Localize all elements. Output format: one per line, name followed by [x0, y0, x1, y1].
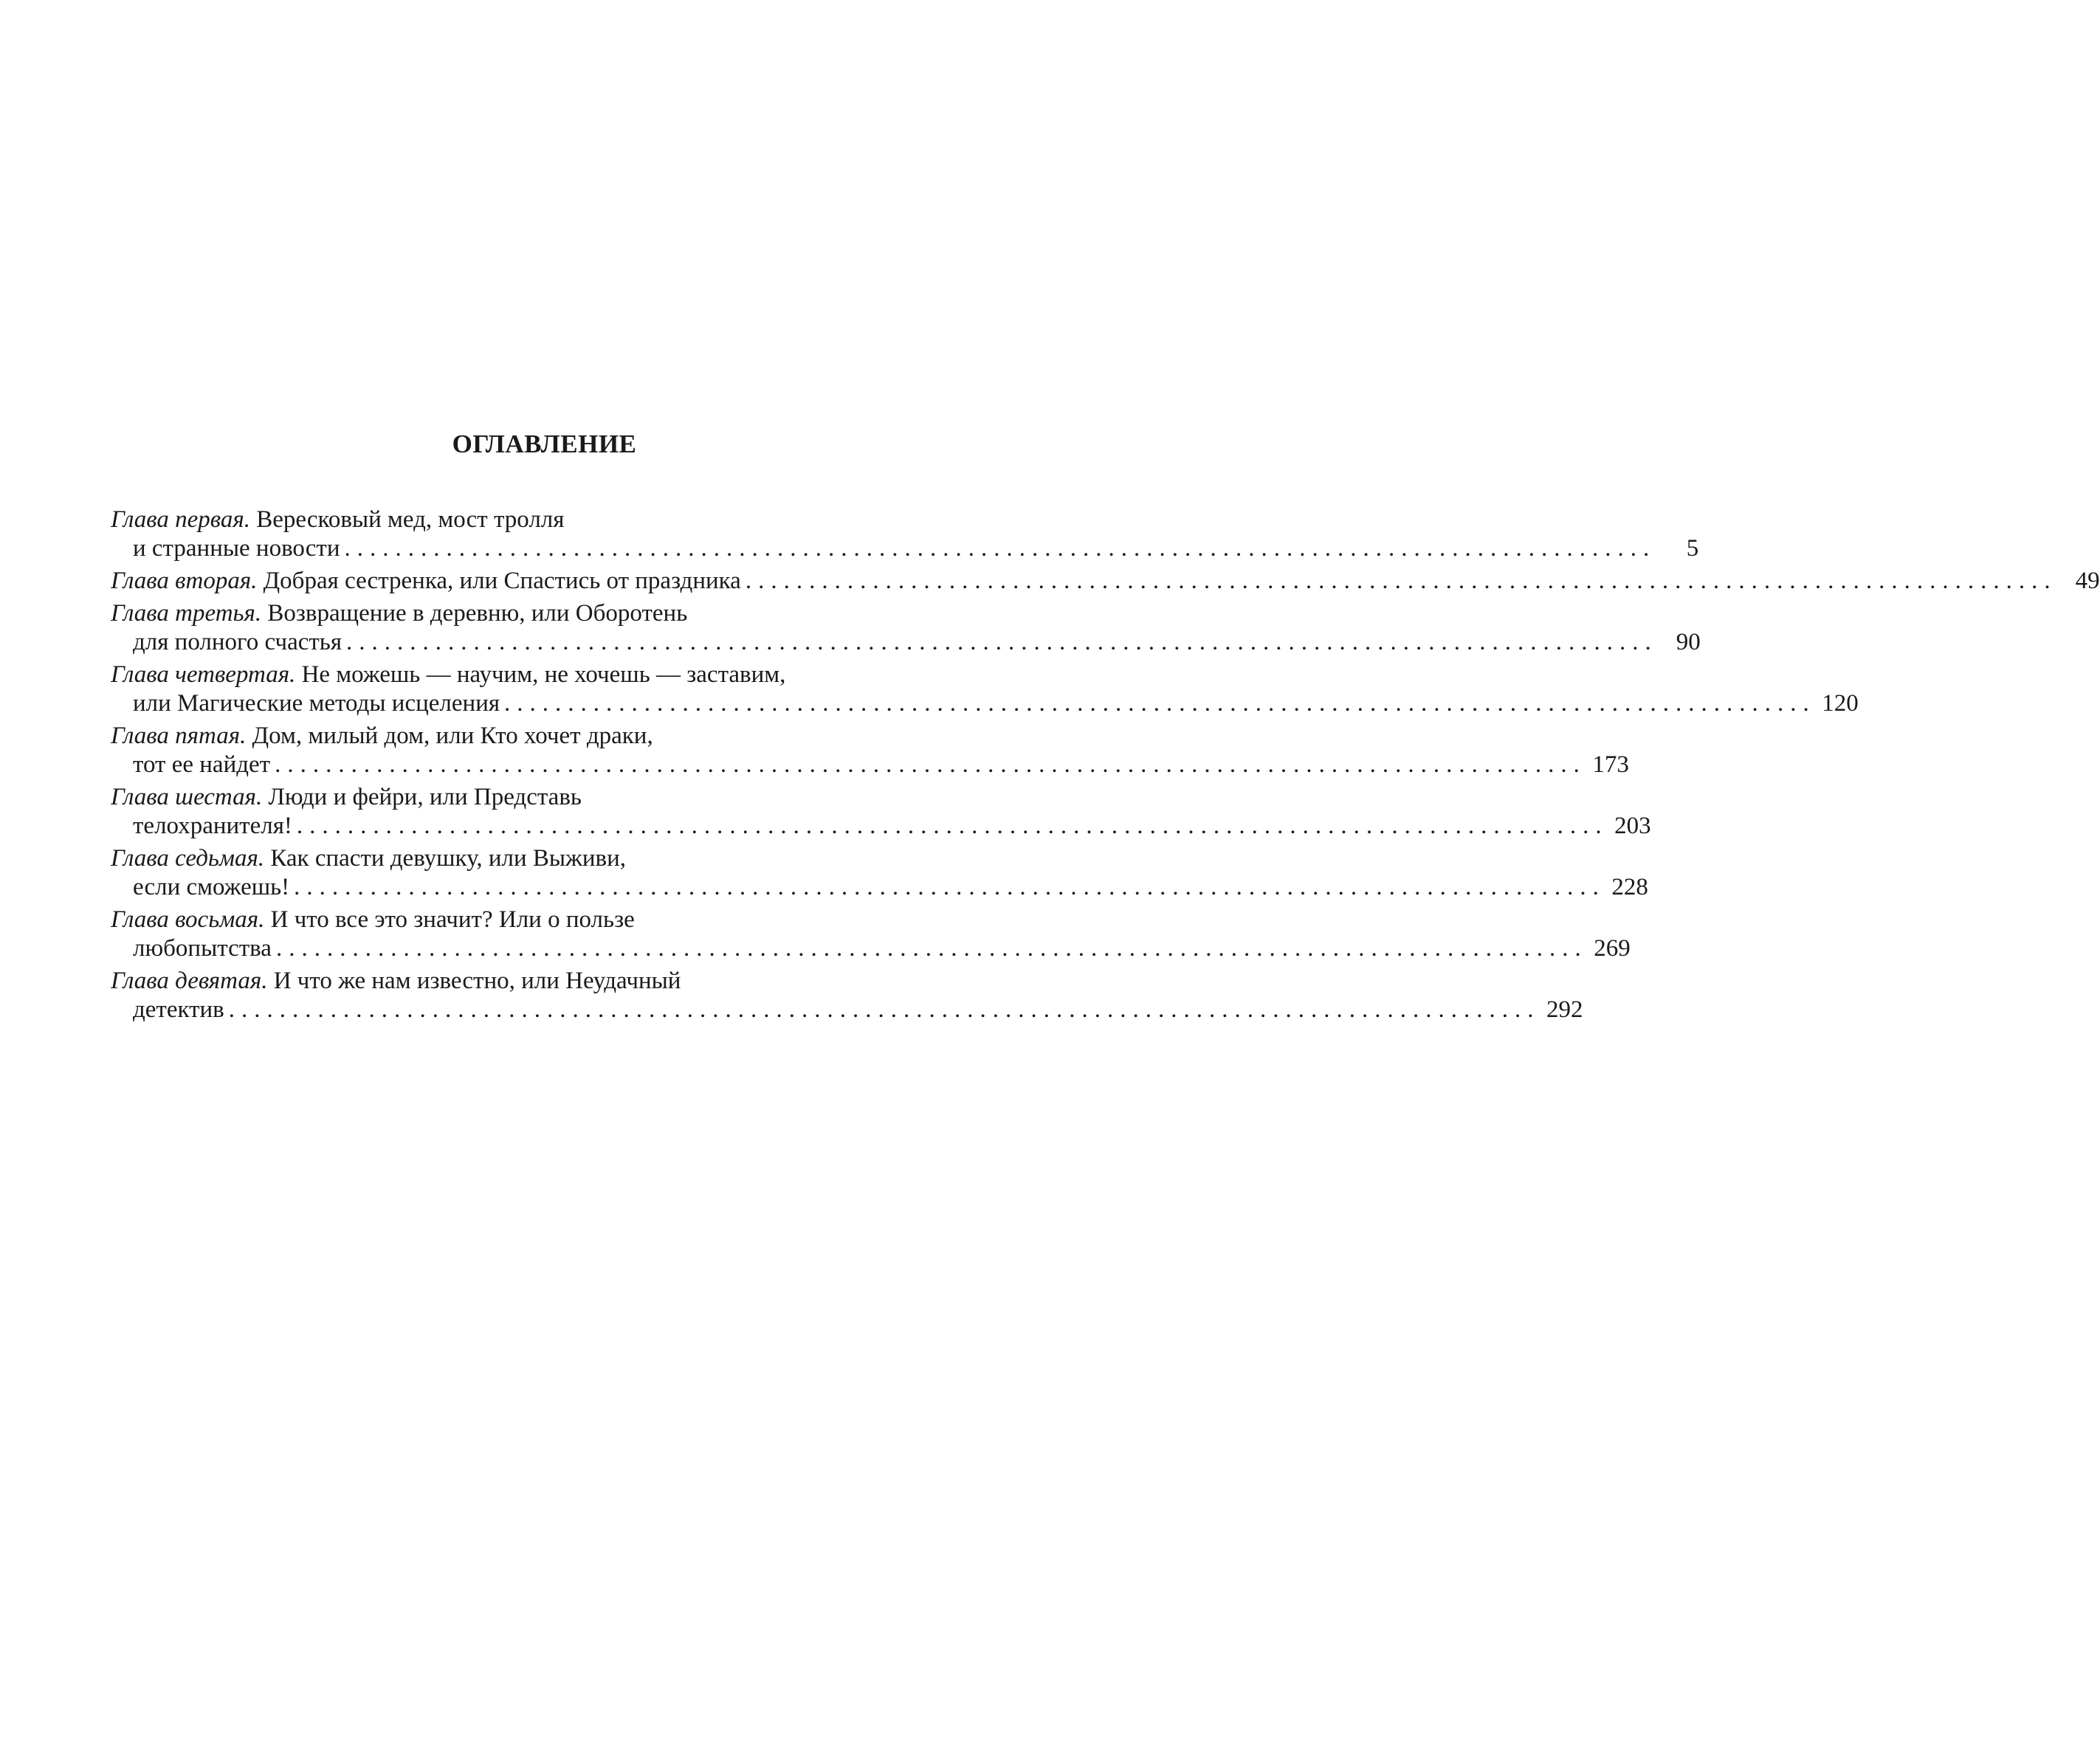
chapter-title: Не можешь — научим, не хочешь — заставим, [301, 661, 786, 688]
chapter-title: Добрая сестренка, или Спастись от праздника [263, 568, 741, 594]
toc-entry-lead [111, 934, 1631, 963]
table-of-contents [111, 506, 2100, 1028]
page-number: 269 [1594, 935, 1631, 962]
chapter-title-continued: или Магические методы исцеления [133, 690, 500, 717]
toc-entry-7 [111, 844, 1648, 902]
dot-leader: ....................................................................................................... [228, 996, 1540, 1023]
chapter-number: Глава восьмая. [111, 906, 265, 933]
chapter-title-continued: и странные новости [133, 535, 340, 562]
chapter-number: Глава четвертая. [111, 661, 296, 688]
chapter-title-continued: для полного счастья [133, 629, 342, 655]
toc-entry-5 [111, 722, 1629, 779]
chapter-title-continued: любопытства [133, 935, 272, 962]
dot-leader: ....................................................................................................... [346, 629, 1658, 655]
toc-entry-1 [111, 506, 1699, 563]
chapter-title: Люди и фейри, или Представь [268, 784, 582, 810]
chapter-title: И что же нам известно, или Неудачный [273, 968, 681, 994]
chapter-number: Глава третья. [111, 600, 262, 627]
toc-entry-title [111, 844, 996, 873]
chapter-title: Возвращение в деревню, или Оборотень [267, 600, 688, 627]
toc-entry-lead [111, 534, 1699, 563]
chapter-title: Вересковый мед, мост тролля [256, 506, 565, 533]
toc-entry-title [111, 783, 996, 812]
page-number: 173 [1592, 751, 1629, 778]
page-number: 203 [1614, 813, 1651, 839]
toc-entry-2 [111, 567, 2100, 596]
dot-leader: ....................................................................................................... [504, 690, 1816, 717]
chapter-title-continued: тот ее найдет [133, 751, 271, 778]
toc-entry-title [111, 661, 996, 689]
toc-entry-lead [111, 689, 1859, 718]
toc-entry-3 [111, 599, 1701, 657]
toc-entry-title [111, 567, 741, 596]
chapter-title: И что все это значит? Или о пользе [270, 906, 635, 933]
toc-entry-lead [111, 567, 2100, 596]
page-number: 90 [1676, 629, 1701, 655]
dot-leader: ....................................................................................................... [344, 535, 1656, 562]
chapter-title-continued: телохранителя! [133, 813, 292, 839]
chapter-title-continued: детектив [133, 996, 224, 1023]
toc-entry-lead [111, 996, 1583, 1024]
chapter-title: Как спасти девушку, или Выживи, [270, 845, 626, 872]
toc-entry-4 [111, 661, 1859, 718]
page-number: 49 [2075, 568, 2100, 594]
dot-leader: ....................................................................................................... [296, 813, 1608, 839]
page-number: 5 [1686, 535, 1699, 562]
toc-entry-title [111, 722, 996, 751]
page-title: ОГЛАВЛЕНИЕ [452, 430, 637, 458]
chapter-title: Дом, милый дом, или Кто хочет драки, [252, 723, 653, 749]
chapter-number: Глава пятая. [111, 723, 247, 749]
dot-leader: ....................................................................................................... [275, 935, 1588, 962]
toc-entry-title [111, 506, 996, 534]
chapter-number: Глава вторая. [111, 568, 258, 594]
toc-entry-9 [111, 967, 1583, 1024]
chapter-title-continued: если сможешь! [133, 874, 290, 900]
page-number: 292 [1546, 996, 1583, 1023]
dot-leader: ....................................................................................................... [294, 874, 1605, 900]
toc-entry-title [111, 906, 996, 934]
dot-leader: ....................................................................................................... [275, 751, 1586, 778]
page-number: 120 [1822, 690, 1859, 717]
chapter-number: Глава шестая. [111, 784, 263, 810]
chapter-number: Глава девятая. [111, 968, 268, 994]
toc-entry-lead [111, 751, 1629, 779]
page-number: 228 [1611, 874, 1648, 900]
chapter-number: Глава первая. [111, 506, 250, 533]
toc-entry-lead [111, 812, 1651, 841]
chapter-number: Глава седьмая. [111, 845, 265, 872]
toc-entry-lead [111, 873, 1648, 902]
toc-entry-title [111, 599, 996, 628]
dot-leader: ....................................................................................................... [745, 568, 2057, 594]
toc-entry-6 [111, 783, 1651, 841]
toc-entry-title [111, 967, 996, 996]
toc-entry-lead [111, 628, 1701, 657]
toc-entry-8 [111, 906, 1631, 963]
